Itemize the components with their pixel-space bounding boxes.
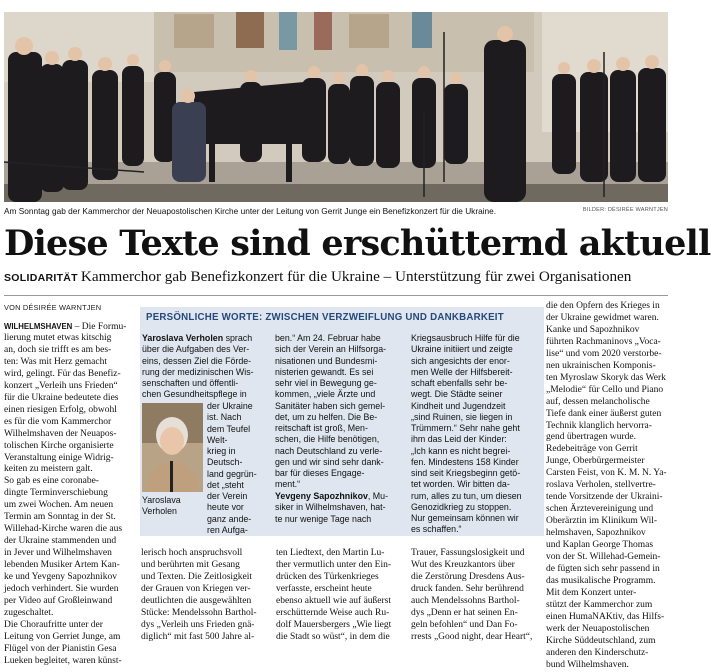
sidebar-line: kommen, „viele Ärzte und bbox=[275, 389, 376, 400]
sidebar-line: es schaffen.“ bbox=[411, 524, 462, 535]
sidebar-column-1 bbox=[142, 333, 270, 401]
article-line: erschütternde Weise auch Ru- bbox=[276, 607, 390, 618]
article-line: dys „Verleih uns Frieden gnä- bbox=[141, 619, 255, 630]
article-line-text: – Die Formu- bbox=[72, 322, 127, 332]
sidebar-line: reitschaft ist groß, Men- bbox=[275, 423, 368, 433]
sidebar-line: fen. Mindestens 158 Kinder bbox=[411, 456, 519, 467]
sidebar-line: bar für dieses Engage- bbox=[275, 468, 365, 478]
sidebar-speaker-2: Yevgeny Sapozhnikov bbox=[275, 491, 368, 501]
sidebar-line: sich angesichts der enor- bbox=[411, 355, 510, 366]
article-line: Tiefe dank einer äußerst guten bbox=[546, 408, 662, 419]
article-line: verfasste, erscheint heute bbox=[276, 583, 372, 594]
sidebar-line: sind seit Kriegsbeginn getö- bbox=[411, 468, 521, 478]
sidebar-line: gen und wir sind sehr dank- bbox=[275, 456, 384, 467]
article-column-5 bbox=[546, 301, 670, 672]
article-line bbox=[4, 321, 134, 334]
sidebar-line: „sind Ruinen, sie liegen in bbox=[411, 411, 513, 422]
photo-credit: BILDER: DÉSIRÉE WARNTJEN bbox=[582, 207, 668, 213]
article-line: und Texten. Die Zeitlosigkeit bbox=[141, 571, 253, 582]
article-line: Lueken begleitet, waren künst- bbox=[4, 655, 122, 666]
sidebar-line: heute vor bbox=[207, 502, 244, 513]
sidebar-line: „Ich kann es nicht begrei- bbox=[411, 445, 511, 456]
article-line: in Jever und Wilhelmshaven bbox=[4, 548, 112, 559]
article-line: für die Ukraine bedeutete dies bbox=[4, 392, 119, 403]
article-line: Kanke und Sapozhnikov bbox=[546, 324, 640, 335]
article-line: Mit dem Konzert unter- bbox=[546, 587, 637, 598]
article-line: an, doch sie trifft es am bes- bbox=[4, 344, 112, 355]
article-subheadline-text: Kammerchor gab Benefizkonzert für die Ukraine – Unterstützung für zwei Organisationen bbox=[80, 268, 632, 285]
portrait-caption-line: Yaroslava bbox=[142, 495, 181, 505]
sidebar-line: sich der Verein an Hilfsorga- bbox=[275, 344, 387, 355]
sidebar-line: ben.“ Am 24. Februar habe bbox=[275, 333, 381, 343]
article-line: stützt der Kammerchor zum bbox=[546, 599, 653, 610]
sidebar-line: ganz ande- bbox=[207, 513, 252, 524]
sidebar-line: nach Deutschland zu verle- bbox=[275, 445, 383, 456]
article-line: ke und Yevgeny Sapozhnikov bbox=[4, 572, 117, 583]
choir-photo bbox=[4, 12, 668, 202]
portrait-caption-line: Verholen bbox=[142, 506, 177, 517]
sidebar-line: Deutsch- bbox=[207, 457, 243, 468]
article-line: dingte Terminverschiebung bbox=[4, 488, 108, 499]
headline-divider bbox=[4, 295, 668, 296]
article-column-4 bbox=[411, 548, 541, 644]
sidebar-line: Ukraine initiiert und zeigte bbox=[411, 344, 513, 355]
article-line: die Stadt so wüst“, in dem die bbox=[276, 631, 390, 642]
article-line: jedoch verhindert. Sie wurden bbox=[4, 584, 119, 595]
article-line: geln befohlen“ und Dan Fo- bbox=[411, 619, 518, 630]
article-headline: Diese Texte sind erschütternd aktuell bbox=[4, 223, 711, 264]
sidebar-line: der Verein bbox=[207, 491, 248, 501]
article-line: Leitung von Gerriet Junge, am bbox=[4, 631, 121, 642]
article-line: Oberärztin im Klinikum Wil- bbox=[546, 516, 658, 527]
sidebar-line: ist. Nach bbox=[207, 412, 242, 423]
article-line: schen Ärztevereinigung und bbox=[546, 504, 654, 515]
article-byline: VON DÉSIRÉE WARNTJEN bbox=[4, 303, 102, 312]
article-line: So gab es eine coronabe- bbox=[4, 476, 99, 487]
sidebar-line-text: , Mu- bbox=[367, 491, 389, 501]
article-line: Technik klanglich hervorra- bbox=[546, 420, 652, 431]
sidebar-line bbox=[142, 333, 270, 344]
article-line: keiten zu meistern galt. bbox=[4, 464, 93, 475]
sidebar-column-2-after bbox=[275, 491, 405, 525]
article-line: auch Mendelssohns Barthol- bbox=[411, 595, 520, 606]
article-line: konzert „Verleih uns Frieden“ bbox=[4, 380, 118, 391]
article-line: helmshaven, Sapozhnikov bbox=[546, 528, 646, 539]
article-line: lerisch hoch anspruchsvoll bbox=[141, 548, 243, 558]
sidebar-column-1-side bbox=[207, 401, 273, 536]
sidebar-speaker-1: Yaroslava Verholen bbox=[142, 333, 224, 343]
article-line: Flügel von der Pianistin Gesa bbox=[4, 643, 117, 654]
sidebar-line: schaft ebenfalls sehr be- bbox=[411, 378, 508, 388]
article-line: Stücke: Mendelssohn Barthol- bbox=[141, 607, 257, 618]
sidebar-line: ren Aufga- bbox=[207, 524, 248, 535]
article-line: auf, dessen melancholische bbox=[546, 396, 650, 407]
sidebar-line: nisterien gewandt. Es sei bbox=[275, 366, 374, 377]
article-line: rrests „Good night, dear Heart“, bbox=[411, 631, 533, 642]
article-line: von der St. Willehad-Gemein- bbox=[546, 552, 661, 563]
sidebar-line: det, um zu helfen. Die Be- bbox=[275, 411, 378, 422]
article-line: einen HumaNAKtiv, das Hilfs- bbox=[546, 611, 665, 622]
article-line: dys „Denn er hat seinen En- bbox=[411, 607, 518, 618]
sidebar-line: schen, die Hilfe benötigen, bbox=[275, 434, 380, 445]
article-line: tolischen Kirche organisierte bbox=[4, 440, 114, 451]
article-line: Wilhelmshaven der Neuapos- bbox=[4, 428, 117, 439]
sidebar-line: Trümmern.“ Sehr nahe geht bbox=[411, 423, 520, 433]
sidebar-column-3 bbox=[411, 333, 541, 536]
article-line: zugeschaltet. bbox=[4, 607, 54, 618]
article-line: tende Vorsitzende der Ukraini- bbox=[546, 492, 663, 503]
article-line: die den Opfern des Krieges in bbox=[546, 301, 660, 311]
sidebar-line: land gegrün- bbox=[207, 468, 257, 479]
speaker-portrait-photo bbox=[142, 403, 203, 492]
speaker-portrait-illustration bbox=[142, 403, 203, 492]
article-line: nen ukrainischen Komponis- bbox=[546, 360, 656, 371]
article-line: Carsten Feist, von K. M. N. Ya- bbox=[546, 468, 667, 479]
article-line: druck fanden. Sehr berührend bbox=[411, 583, 524, 594]
sidebar-line-text: sprach bbox=[223, 333, 253, 343]
sidebar-line: krieg in bbox=[207, 446, 236, 456]
article-line: die Zerstörung Dresdens Aus- bbox=[411, 571, 525, 582]
sidebar-line: Nur gemeinsam können wir bbox=[411, 513, 519, 523]
article-line: Wut des Kreuzkantors über bbox=[411, 559, 515, 570]
article-line: anderen den Kinderschutz- bbox=[546, 647, 649, 658]
article-column-2 bbox=[141, 548, 270, 644]
article-line: Veranstaltung einige Widrig- bbox=[4, 452, 114, 463]
article-line: diglich“ mit fast 500 Jahre al- bbox=[141, 631, 255, 642]
sidebar-line: nisationen und Bundesmi- bbox=[275, 355, 378, 366]
sidebar-line: te nur wenige Tage nach bbox=[275, 513, 372, 524]
sidebar-line: men Welle der Hilfsbereit- bbox=[411, 366, 513, 377]
article-line: der Ukraine gewidmet waren. bbox=[546, 312, 659, 323]
article-line: ther vermutlich unter den Ein- bbox=[276, 559, 392, 570]
sidebar-line: siker in Wilhelmshaven, hat- bbox=[275, 502, 386, 513]
sidebar-line: chen Gesundheitspflege in bbox=[142, 389, 247, 400]
article-line: der Grauen von Kriegen ver- bbox=[141, 583, 251, 594]
sidebar-line: rung der medizinischen Wis- bbox=[142, 366, 254, 377]
article-line: Junge, Oberbürgermeister bbox=[546, 456, 645, 467]
sidebar-line: sehr viel in Bewegung ge- bbox=[275, 378, 377, 388]
sidebar-line: dem Teufel bbox=[207, 423, 251, 434]
article-kicker: SOLIDARITÄT bbox=[4, 272, 78, 284]
article-line: bund Wilhelmshaven. bbox=[546, 659, 629, 670]
sidebar-line: wegt. Die Städte seiner bbox=[411, 389, 503, 400]
article-line: ebenso aktuell wie auf äußerst bbox=[276, 595, 392, 606]
sidebar-line bbox=[275, 491, 405, 502]
sidebar-line: eins, dessen Ziel die Förde- bbox=[142, 355, 252, 366]
article-line: deutlichten die ausgewählten bbox=[141, 595, 252, 606]
article-column-1 bbox=[4, 321, 134, 334]
choir-photo-illustration bbox=[4, 12, 668, 202]
article-line: de fügten sich sehr passend in bbox=[546, 563, 660, 574]
photo-caption bbox=[4, 206, 668, 218]
article-line: dolf Mauersbergers „Wie liegt bbox=[276, 619, 392, 630]
article-column-3 bbox=[276, 548, 406, 644]
article-line: Kirche Süddeutschland, zum bbox=[546, 635, 656, 646]
sidebar-line: Sanitäter haben sich gemel- bbox=[275, 400, 386, 411]
article-line: das musikalische Programm. bbox=[546, 575, 656, 586]
article-line: „Melodie“ für Cello und Piano bbox=[546, 384, 664, 395]
article-line: Willehad-Kirche waren die aus bbox=[4, 524, 123, 535]
article-line: und Kaplan George Thomas bbox=[546, 540, 654, 551]
sidebar-line: ment.“ bbox=[275, 479, 301, 490]
article-line: ten: Was mit Herz gemacht bbox=[4, 356, 107, 367]
sidebar-line: det „steht bbox=[207, 479, 244, 490]
article-line: per Video auf Großleinwand bbox=[4, 595, 113, 606]
sidebar-line: Kindheit und Jugendzeit bbox=[411, 400, 506, 411]
sidebar-column-2 bbox=[275, 333, 405, 491]
sidebar-line: über die Aufgaben des Ver- bbox=[142, 344, 250, 355]
sidebar-line: senschaften und öffentli- bbox=[142, 378, 239, 388]
article-subheadline bbox=[4, 268, 672, 287]
article-line: ten Myroslaw Skoryk das Werk bbox=[546, 372, 666, 383]
article-line: werk der Neuapostolischen bbox=[546, 623, 650, 634]
article-line: Redebeiträge von Gerrit bbox=[546, 444, 638, 455]
sidebar-line: der Ukraine bbox=[207, 401, 253, 411]
article-line: Trauer, Fassungslosigkeit und bbox=[411, 548, 525, 558]
article-line: es für die vom Kammerchor bbox=[4, 416, 112, 427]
article-line: lebenden Musiker Artem Kan- bbox=[4, 560, 120, 571]
sidebar-line: Genozidkrieg zu stoppen. bbox=[411, 501, 512, 512]
article-dateline: WILHELMSHAVEN bbox=[4, 322, 73, 331]
sidebar-line: Welt- bbox=[207, 434, 228, 445]
article-line: roslava Verholen, stellvertre- bbox=[546, 480, 656, 491]
sidebar-title: PERSÖNLICHE WORTE: ZWISCHEN VERZWEIFLUNG UND DANKBARKEIT bbox=[146, 312, 504, 323]
article-line: führten Rachmaninovs „Voca- bbox=[546, 336, 661, 347]
sidebar-line: Kriegsausbruch Hilfe für die bbox=[411, 333, 520, 343]
article-line: Termin am Sonntag in der St. bbox=[4, 512, 116, 523]
portrait-caption bbox=[142, 495, 212, 518]
sidebar-line: rum, alles zu tun, um diesen bbox=[411, 490, 522, 501]
article-column-1-body bbox=[4, 333, 136, 668]
article-line: und berührten mit Gesang bbox=[141, 559, 240, 570]
sidebar-line: ihm das Leid der Kinder: bbox=[411, 434, 507, 445]
article-line: lise“ und vom 2020 verstorbe- bbox=[546, 348, 662, 359]
article-line: drücken des Türkenkrieges bbox=[276, 571, 379, 582]
article-line: um zwei Wochen. Am neuen bbox=[4, 500, 114, 511]
article-line: der Ukraine stammenden und bbox=[4, 536, 117, 547]
article-line: Die Choraufritte unter der bbox=[4, 619, 103, 630]
article-line: einen riesigen Erfolg, obwohl bbox=[4, 404, 117, 415]
article-line: wird, gelingt. Für das Benefiz- bbox=[4, 368, 121, 379]
article-line: gend übertragen wurde. bbox=[546, 432, 636, 443]
photo-caption-text: Am Sonntag gab der Kammerchor der Neuapostolischen Kirche unter der Leitung von Gerrit Junge ein Benefizkonzert für die Ukraine. bbox=[4, 206, 497, 216]
sidebar-line: tet worden. Wir bitten da- bbox=[411, 479, 510, 490]
article-line: ten Liedtext, den Martin Lu- bbox=[276, 548, 385, 558]
article-line: lierung mutet etwas kitschig bbox=[4, 333, 112, 343]
